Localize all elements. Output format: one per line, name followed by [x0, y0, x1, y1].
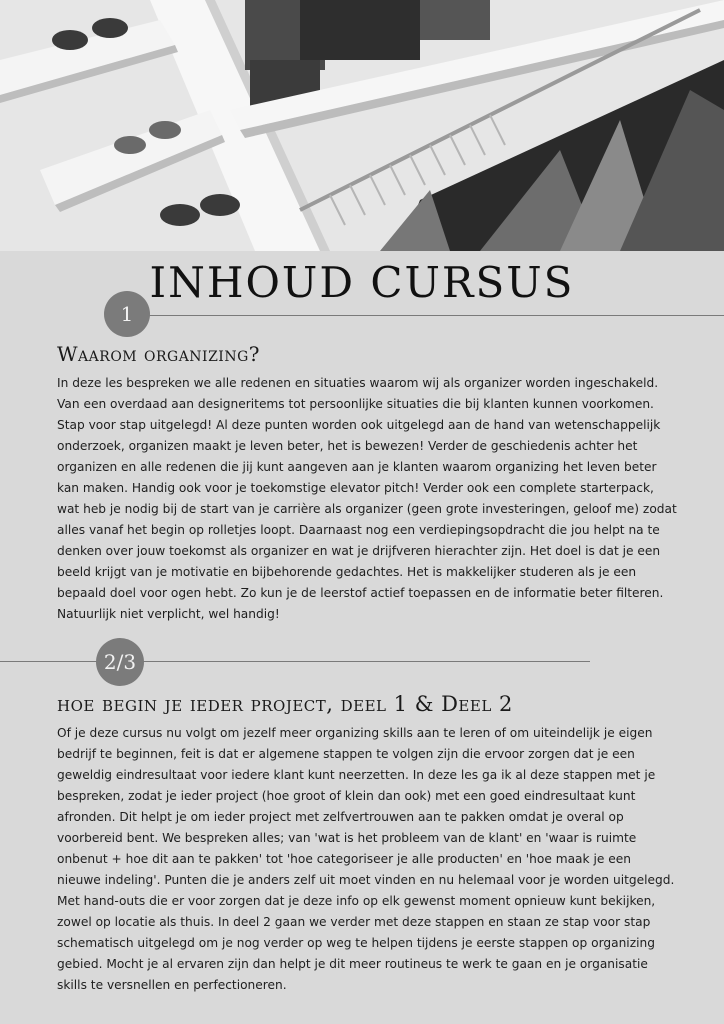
section-2-heading: hoe begin je ieder project, deel 1 & Deel 2: [57, 692, 513, 716]
section-1-body: In deze les bespreken we alle redenen en situaties waarom wij als organizer worden ingeschakeld. Van een overdaad aan designeritems tot persoonlijke situaties die bij klanten kunnen voorkomen. Stap voor stap uitgelegd! Al deze punten worden ook uitgelegd aan de hand van wetenschappelijk onderzoek, organizen maakt je leven beter, het is bewezen! Verder de geschiedenis achter het organizen en alle redenen die jij kunt aangeven aan je klanten waarom organizing het leven beter kan maken. Handig ook voor je toekomstige elevator pitch! Verder ook een complete starterpack, wat heb je nodig bij de start van je carrière als organizer (geen grote investeringen, geloof me) zodat alles vanaf het begin op rolletjes loopt. Daarnaast nog een verdiepingsopdracht die jou helpt na te denken over jouw toekomst als organizer en wat je drijfveren hierachter zijn. Het doel is dat je een beeld krijgt van je motivatie en bijbehorende gedachtes. Het is makkelijker studeren als je een bepaald doel voor ogen hebt. Zo kun je de leerstof actief toepassen en de informatie beter filteren. Natuurlijk niet verplicht, wel handig!: [57, 376, 677, 621]
hero-image: [0, 0, 724, 251]
section-2-badge: 2/3: [96, 638, 144, 686]
section-2-divider: [0, 661, 590, 662]
closet-photo-icon: [0, 0, 724, 251]
section-1-heading: Waarom organizing?: [57, 342, 260, 366]
page-title: INHOUD CURSUS: [149, 258, 575, 307]
section-2-body: Of je deze cursus nu volgt om jezelf meer organizing skills aan te leren of om uiteindelijk je eigen bedrijf te beginnen, feit is dat er algemene stappen te volgen zijn die ervoor zorgen dat je een geweldig eindresultaat voor iedere klant kunt neerzetten. In deze les ga ik al deze stappen met je bespreken, zodat je ieder project (hoe groot of klein dan ook) met een goed eindresultaat kunt afronden. Dit helpt je om ieder project met zelfvertrouwen aan te pakken omdat je overal op voorbereid bent. We bespreken alles; van 'wat is het probleem van de klant' en 'waar is ruimte onbenut + hoe dit aan te pakken' tot 'hoe categoriseer je alle producten' en 'hoe maak je een nieuwe indeling'. Punten die je anders zelf uit moet vinden en nu helemaal voor je worden uitgelegd. Met hand-outs die er voor zorgen dat je deze info op elk gewenst moment opnieuw kunt bekijken, zowel op locatie als thuis. In deel 2 gaan we verder met deze stappen en staan ze stap voor stap schematisch uitgelegd om je nog verder op weg te helpen tijdens je eerste stappen op organizing gebied. Mocht je al ervaren zijn dan helpt je dit meer routineus te werk te gaan en je organisatie skills te versnellen en perfectioneren.: [57, 726, 675, 992]
section-1-badge: 1: [104, 291, 150, 337]
section-1-divider: [148, 315, 724, 316]
